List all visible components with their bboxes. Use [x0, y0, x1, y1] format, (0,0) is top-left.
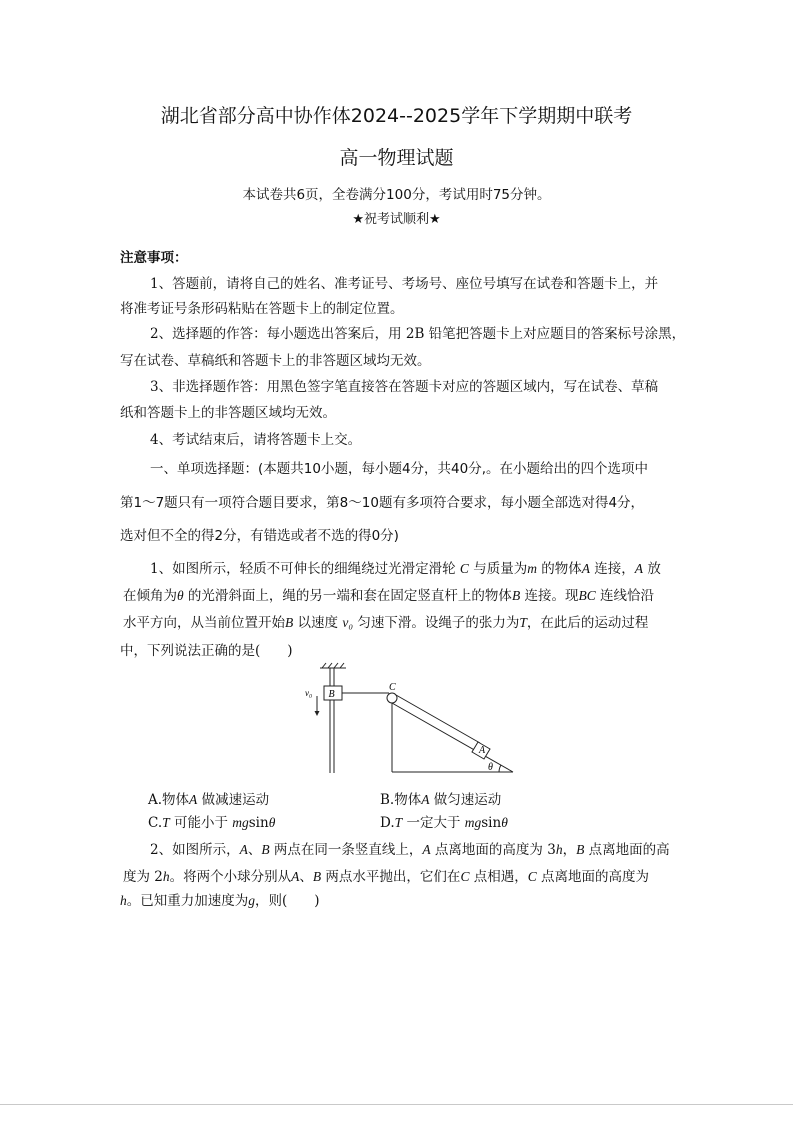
notes-line: 3、非选择题作答：用黑色签字笔直接答在答题卡对应的答题区域内，写在试卷、草稿: [150, 379, 659, 395]
section-heading-line: 选对但不全的得2分，有错选或者不选的得0分): [120, 528, 399, 544]
label-b: B: [328, 689, 335, 700]
incline-slope: [392, 703, 513, 772]
q2-line-3: h。已知重力加速度为g，则( ): [120, 893, 320, 909]
q1-option-b[interactable]: B.物体A 做匀速运动: [380, 792, 502, 808]
notes-line: 4、考试结束后，请将答题卡上交。: [150, 432, 362, 448]
q1-line-1: 1、如图所示，轻质不可伸长的细绳绕过光滑定滑轮 C 与质量为m 的物体A 连接，A 放: [150, 561, 661, 577]
section-heading-line: 第1～7题只有一项符合题目要求，第8～10题有多项符合要求，每小题全部选对得4分，: [120, 495, 645, 511]
q2-line-2: 度为 2h。将两个小球分别从A、B 两点水平抛出，它们在C 点相遇，C 点离地面的高度为: [123, 869, 650, 885]
angle-arc: [499, 765, 501, 772]
page-bottom-rule: [0, 1104, 793, 1105]
notes-line: 将准考证号条形码粘贴在答题卡上的制定位置。: [120, 301, 404, 317]
exam-wish: ★祝考试顺利★: [352, 212, 441, 227]
notes-line: 写在试卷、草稿纸和答题卡上的非答题区域均无效。: [120, 353, 431, 369]
section-heading-line: 一、单项选择题：(本题共10小题，每小题4分，共40分,。在小题给出的四个选项中: [150, 461, 649, 477]
q1-line-3: 水平方向，从当前位置开始B 以速度 v₀ 匀速下滑。设绳子的张力为T，在此后的运动过程: [123, 615, 649, 631]
label-v0: v₀: [305, 688, 313, 698]
q2-line-1: 2、如图所示，A、B 两点在同一条竖直线上，A 点离地面的高度为 3h，B 点离地面的高: [150, 842, 670, 858]
q1-option-a[interactable]: A.物体A 做减速运动: [148, 792, 270, 808]
q1-option-d[interactable]: D.T 一定大于 mgsinθ: [380, 815, 508, 831]
notes-title: 注意事项：: [120, 250, 188, 266]
q1-line-4: 中，下列说法正确的是( ): [120, 643, 293, 659]
rope-incline: [396, 695, 480, 743]
label-a: A: [479, 745, 486, 756]
ceiling-hatch: [320, 663, 346, 668]
pulley: [387, 693, 397, 703]
label-theta: θ: [488, 762, 493, 773]
exam-info: 本试卷共6页，全卷满分100分，考试用时75分钟。: [242, 187, 551, 203]
exam-subtitle: 高一物理试题: [339, 147, 454, 169]
q1-figure: [300, 660, 530, 780]
notes-line: 2、选择题的作答：每小题选出答案后，用 2B 铅笔把答题卡上对应题目的答案标号涂黑，: [150, 326, 686, 342]
q1-option-c[interactable]: C.T 可能小于 mgsinθ: [148, 815, 276, 831]
q1-line-2: 在倾角为θ 的光滑斜面上，绳的另一端和套在固定竖直杆上的物体B 连接。现BC 连线恰沿: [123, 588, 655, 604]
label-c: C: [389, 682, 396, 693]
notes-line: 纸和答题卡上的非答题区域均无效。: [120, 405, 336, 421]
notes-line: 1、答题前，请将自己的姓名、准考证号、考场号、座位号填写在试卷和答题卡上，并: [150, 276, 659, 292]
exam-title: 湖北省部分高中协作体2024--2025学年下学期期中联考: [160, 105, 633, 127]
